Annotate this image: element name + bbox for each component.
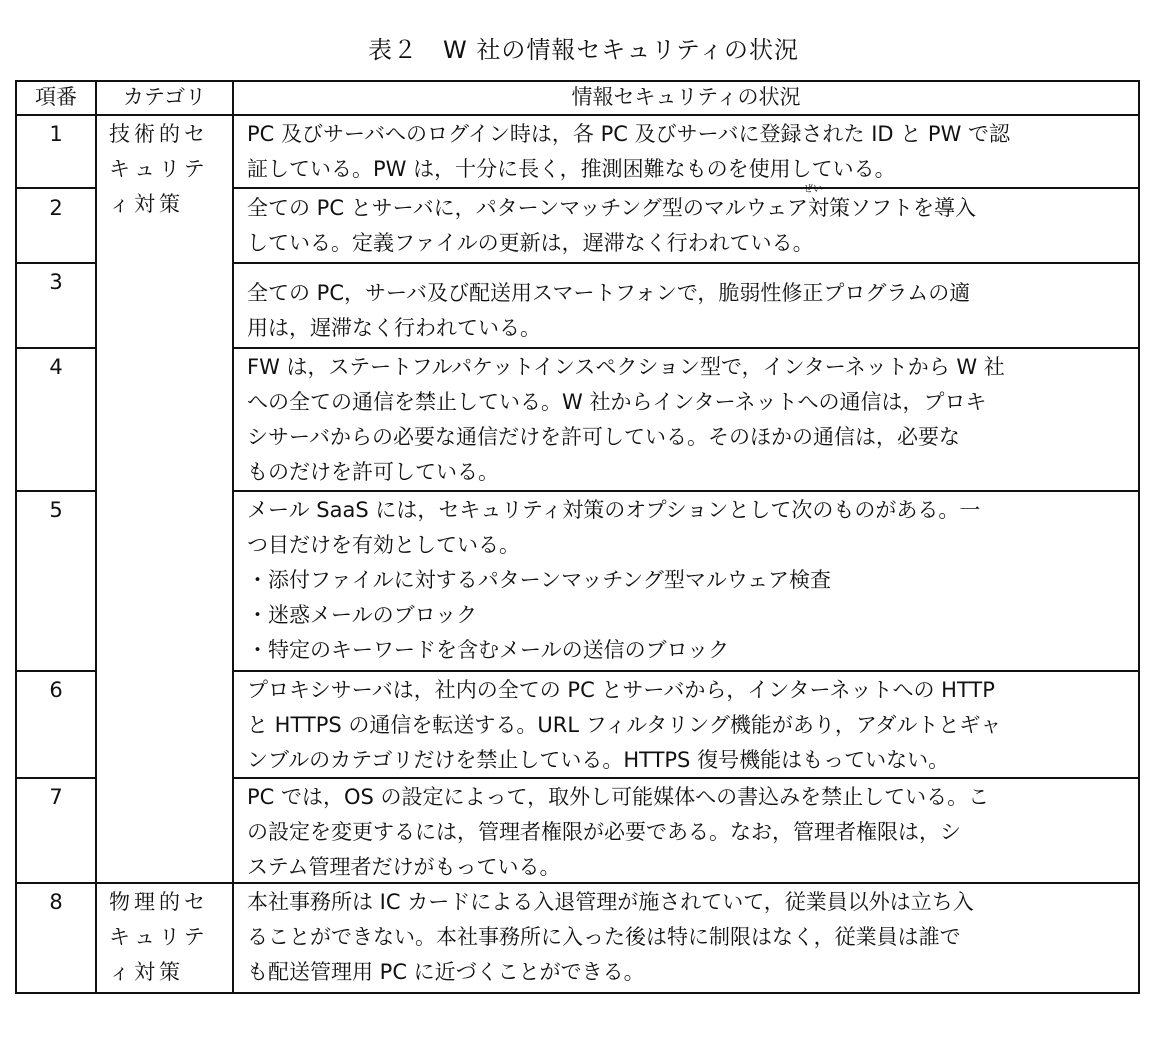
row-divider: [15, 670, 95, 672]
status-text: 本社事務所は IC カードによる入退管理が施されていて，従業員以外は立ち入 ることができない。本社事務所に入った後は特に制限はなく，従業員は誰で も配送管理用 PC に近づくことができる。: [247, 890, 974, 984]
status-text: PC では，OS の設定によって，取外し可能媒体への書込みを禁止している。こ の設定を変更するには，管理者権限が必要である。なお，管理者権限は，シ ステム管理者だけがもっている。: [247, 785, 990, 879]
category-physical: 物理的セキュリティ対策: [109, 890, 209, 984]
ruby-annotation: ぜい: [803, 184, 823, 195]
row-divider: [232, 490, 1140, 492]
item-number: 2: [49, 196, 63, 220]
row-divider: [232, 262, 1140, 264]
security-status-table: [15, 80, 1140, 994]
status-text: 全ての PC とサーバに，パターンマッチング型のマルウェア対策ソフトを導入 している。定義ファイルの更新は，遅滞なく行われている。: [247, 196, 977, 255]
table-title: 表２ W 社の情報セキュリティの状況: [368, 36, 799, 64]
item-number: 1: [49, 122, 63, 146]
row-divider: [15, 490, 95, 492]
status-text: メール SaaS には，セキュリティ対策のオプションとして次のものがある。一 つ目だけを有効としている。 ・添付ファイルに対するパターンマッチング型マルウェア検査 ・迷惑メールのブロック ・特定のキーワードを含むメールの送信のブロック: [247, 498, 981, 662]
item-number: 7: [49, 785, 63, 809]
row-divider: [15, 777, 95, 779]
row-divider: [232, 670, 1140, 672]
column-divider-number: [95, 80, 97, 994]
item-number: 8: [49, 890, 63, 914]
item-number: 6: [49, 678, 63, 702]
status-text: 全ての PC，サーバ及び配送用スマートフォンで，脆弱性修正プログラムの適 用は，遅滞なく行われている。: [247, 281, 971, 340]
column-divider-category: [232, 80, 234, 994]
header-security-status: 情報セキュリティの状況: [571, 85, 801, 109]
row-divider: [15, 262, 95, 264]
table-bottom-border: [15, 992, 1140, 994]
category-technical: 技術的セキュリティ対策: [109, 122, 209, 216]
row-divider: [15, 187, 95, 189]
header-item-number: 項番: [35, 85, 77, 109]
status-text: FW は，ステートフルパケットインスペクション型で，インターネットから W 社 への全ての通信を禁止している。W 社からインターネットへの通信は，プロキ シサーバからの必要な通信だけを許可している。そのほかの通信は，必要な ものだけを許可している。: [247, 355, 1005, 484]
header-category: カテゴリ: [122, 85, 207, 109]
table-right-border: [1138, 80, 1140, 994]
status-text: プロキシサーバは，社内の全ての PC とサーバから，インターネットへの HTTP と HTTPS の通信を転送する。URL フィルタリング機能があり，アダルトとギャ ンブルのカテゴリだけを禁止している。HTTPS 復号機能はもっていない。: [247, 678, 1002, 772]
item-number: 3: [49, 270, 63, 294]
status-text: PC 及びサーバへのログイン時は，各 PC 及びサーバに登録された ID と PW で認 証している。PW は，十分に長く，推測困難なものを使用している。: [247, 122, 1011, 181]
item-number: 4: [49, 355, 63, 379]
row-divider: [232, 347, 1140, 349]
item-number: 5: [49, 498, 63, 522]
row-divider: [232, 187, 1140, 189]
row-divider: [15, 347, 95, 349]
